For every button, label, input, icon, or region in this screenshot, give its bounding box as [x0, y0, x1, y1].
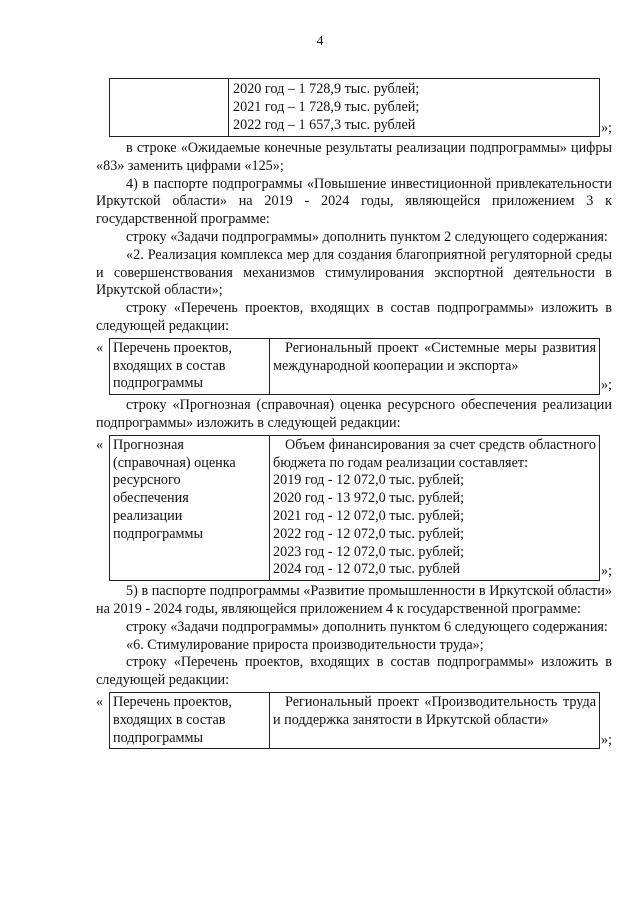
year-line: 2022 год – 1 657,3 тыс. рублей — [233, 116, 416, 133]
label-line: обеспечения — [113, 490, 189, 507]
label-line: подпрограммы — [113, 729, 203, 746]
projects-table-row — [96, 338, 612, 395]
label-line: входящих в состав — [113, 357, 226, 374]
label-line: реализации — [113, 507, 183, 524]
page-number: 4 — [316, 34, 324, 49]
label-line: (справочная) оценка — [113, 454, 236, 471]
year-line: 2020 год – 1 728,9 тыс. рублей; — [233, 81, 420, 97]
table-cell-years — [229, 79, 600, 137]
table-cell-label — [110, 692, 270, 748]
year-line: 2024 год - 12 072,0 тыс. рублей — [273, 561, 461, 578]
paragraph: в строке «Ожидаемые конечные результаты реализации подпрограммы» цифры «83» заменить цифрами «125»; — [96, 140, 612, 174]
projects-table — [109, 692, 600, 749]
paragraph: «2. Реализация комплекса мер для создания благоприятной регуляторной среды и совершенствования механизмов стимулирования экспортной деятельности в Иркутской области»; — [96, 246, 612, 299]
table-cell-value — [270, 435, 600, 580]
funding-intro: Объем финансирования за счет средств областного бюджета по годам реализации составляет: — [273, 436, 596, 471]
funding-table-continuation — [96, 78, 612, 138]
opening-quote: « — [96, 339, 104, 356]
closing-quote: »; — [600, 563, 612, 580]
year-line: 2019 год - 12 072,0 тыс. рублей; — [273, 472, 465, 489]
closing-quote: »; — [600, 731, 612, 748]
table-cell-label — [110, 435, 270, 580]
paragraph: строку «Задачи подпрограммы» дополнить пунктом 6 следующего содержания: — [126, 618, 608, 635]
year-line: 2022 год - 12 072,0 тыс. рублей; — [273, 525, 465, 542]
document-body — [96, 78, 612, 749]
year-line: 2021 год - 12 072,0 тыс. рублей; — [273, 507, 465, 524]
paragraph: строку «Перечень проектов, входящих в состав подпрограммы» изложить в следующей редакции: — [96, 300, 612, 334]
year-line: 2023 год - 12 072,0 тыс. рублей; — [273, 543, 465, 560]
table-cell-value: Региональный проект «Производительность труда и поддержка занятости в Иркутской области» — [270, 692, 600, 748]
table-cell-label — [110, 338, 270, 394]
closing-quote: »; — [600, 120, 612, 137]
closing-quote: »; — [600, 377, 612, 394]
paragraph: 5) в паспорте подпрограммы «Развитие промышленности в Иркутской области» на 2019 - 2024 годы, являющейся приложением 4 к государственной программе: — [96, 583, 612, 617]
paragraph: строку «Задачи подпрограммы» дополнить пунктом 2 следующего содержания: — [126, 228, 608, 245]
label-line: Перечень проектов, — [113, 693, 232, 710]
paragraph: 4) в паспорте подпрограммы «Повышение инвестиционной привлекательности Иркутской области» на 2019 - 2024 годы, являющейся приложением 3 к государственной программе: — [96, 175, 612, 228]
funding-table — [109, 78, 600, 137]
label-line: входящих в состав — [113, 711, 226, 728]
label-line: подпрограммы — [113, 525, 203, 542]
paragraph: «6. Стимулирование прироста производительности труда»; — [126, 636, 484, 653]
resource-table-row — [96, 435, 612, 581]
projects-table-row — [96, 692, 612, 749]
label-line: ресурсного — [113, 472, 181, 489]
opening-quote: « — [96, 693, 104, 710]
label-line: Перечень проектов, — [113, 339, 232, 356]
table-cell-empty — [110, 79, 229, 137]
table-cell-value: Региональный проект «Системные меры развития международной кооперации и экспорта» — [270, 338, 600, 394]
label-line: подпрограммы — [113, 375, 203, 392]
opening-quote: « — [96, 436, 104, 453]
paragraph: строку «Прогнозная (справочная) оценка ресурсного обеспечения реализации подпрограммы» изложить в следующей редакции: — [96, 397, 612, 431]
resource-table — [109, 435, 600, 581]
projects-table — [109, 338, 600, 395]
label-line: Прогнозная — [113, 436, 184, 453]
year-line: 2021 год – 1 728,9 тыс. рублей; — [233, 98, 420, 115]
paragraph: строку «Перечень проектов, входящих в состав подпрограммы» изложить в следующей редакции: — [96, 654, 612, 689]
year-line: 2020 год - 13 972,0 тыс. рублей; — [273, 490, 465, 507]
